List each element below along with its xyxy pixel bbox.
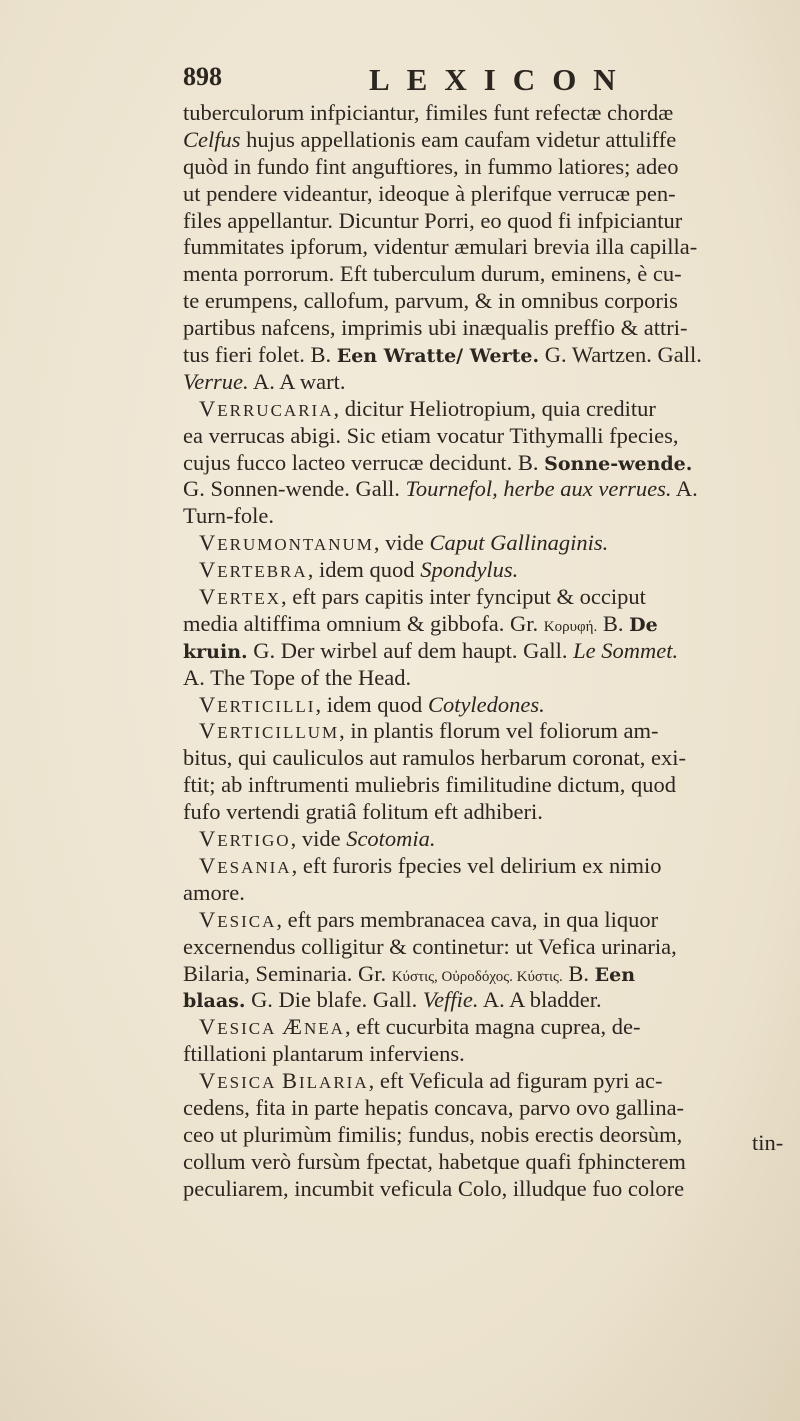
text-line — [183, 342, 795, 369]
page-number: 898 — [183, 62, 222, 91]
blackletter-text: Een — [594, 963, 636, 986]
text-run: B. — [597, 610, 630, 636]
text-run: G. Der wirbel auf dem haupt. Gall. — [247, 637, 574, 663]
text-run: bitus, qui cauliculos aut ramulos herbarum coronat, exi- — [183, 745, 686, 771]
text-run: partibus nafcens, imprimis ubi inæqualis preffio & attri- — [183, 315, 688, 341]
text-run: , eft furoris fpecies vel delirium ex nimio — [291, 852, 662, 878]
blackletter-text: Sonne-wende. — [544, 452, 693, 475]
text-line — [183, 745, 795, 772]
text-line — [183, 880, 795, 907]
text-run: tuberculorum infpiciantur, fimiles funt refectæ chordæ — [183, 100, 674, 125]
text-line — [183, 961, 795, 988]
text-run: files appellantur. Dicuntur Porri, eo quod fi infpiciantur — [183, 207, 683, 233]
text-run: A. A wart. — [248, 368, 346, 394]
italic-text: Spondylus. — [420, 557, 519, 583]
text-line — [183, 261, 795, 288]
text-line — [183, 369, 795, 396]
headword: VERTICILLI — [199, 691, 316, 717]
text-run: , vide — [373, 530, 430, 556]
text-run: cujus fucco lacteo verrucæ decidunt. B. — [183, 449, 545, 475]
text-line — [183, 772, 795, 799]
text-line — [183, 476, 795, 503]
text-run: G. Die blafe. Gall. — [245, 987, 423, 1013]
headword: VERUMONTANUM — [199, 530, 374, 556]
italic-text: Scotomia. — [346, 826, 436, 852]
text-line — [183, 1176, 795, 1203]
text-run: , dicitur Heliotropium, quia creditur — [333, 395, 656, 421]
headword: VESICA — [199, 906, 277, 932]
text-line — [183, 557, 795, 584]
text-run: excernendus colligitur & continetur: ut Vefica urinaria, — [183, 933, 677, 959]
text-run: peculiarem, incumbit veficula Colo, illudque fuo colore — [183, 1175, 685, 1201]
text-run: , idem quod — [315, 691, 428, 717]
text-line — [183, 853, 795, 880]
text-run: fufo vertendi gratiâ folitum eft adhiberi. — [183, 799, 543, 825]
headword: VERTEX — [199, 584, 281, 610]
text-run: amore. — [183, 879, 245, 905]
text-run: quòd in fundo fint anguftiores, in fummo latiores; adeo — [183, 153, 679, 179]
italic-text: Cotyledones. — [427, 691, 545, 717]
italic-text: Tournefol, herbe aux verrues. — [405, 476, 672, 502]
italic-text: Veffie. — [422, 987, 479, 1013]
text-line — [183, 799, 795, 826]
text-line — [183, 100, 795, 127]
headword: VESANIA — [199, 852, 292, 878]
text-run: Turn-fole. — [183, 503, 275, 529]
text-line — [183, 315, 795, 342]
text-run: ftit; ab inftrumenti muliebris fimilitudine dictum, quod — [183, 772, 677, 798]
greek-text: Κορυφή. — [543, 618, 598, 635]
text-line — [183, 907, 795, 934]
text-run: , eft cucurbita magna cuprea, de- — [344, 1014, 641, 1040]
text-line — [183, 127, 795, 154]
text-line — [183, 584, 795, 611]
text-run: collum verò fursùm fpectat, habetque quafi fphincterem — [183, 1148, 686, 1174]
text-run: G. Wartzen. Gall. — [539, 342, 702, 368]
text-run: media altiffima omnium & gibbofa. Gr. — [183, 610, 544, 636]
italic-text: Verrue. — [183, 368, 249, 394]
text-line — [183, 208, 795, 235]
text-line — [183, 1122, 795, 1149]
text-run: cedens, fita in parte hepatis concava, parvo ovo gallina- — [183, 1094, 685, 1120]
text-run: , idem quod — [307, 557, 421, 583]
text-line — [183, 718, 795, 745]
text-line — [183, 611, 795, 638]
headword: VESICA BILARIA — [199, 1068, 369, 1094]
italic-text: Celfus — [183, 126, 241, 152]
text-run: tus fieri folet. B. — [183, 342, 337, 368]
headword: VERRUCARIA — [199, 395, 334, 421]
headword: VERTICILLUM — [199, 718, 340, 744]
italic-text: Le Sommet. — [573, 637, 679, 663]
blackletter-text: blaas. — [183, 990, 246, 1013]
text-line — [183, 1068, 795, 1095]
text-line — [183, 987, 795, 1014]
text-run: B. — [562, 960, 595, 986]
text-line — [183, 234, 795, 261]
text-run: A. — [671, 476, 698, 502]
text-run: G. Sonnen-wende. Gall. — [183, 476, 406, 502]
text-run: ceo ut plurimùm fimilis; fundus, nobis erectis deorsùm, — [183, 1121, 683, 1147]
page-body-text — [183, 100, 795, 1203]
italic-text: Caput Gallinaginis. — [429, 530, 609, 556]
greek-text: Κύστις, Οὐροδόχος. Κύστις. — [391, 968, 563, 985]
text-run: , eft pars capitis inter fynciput & occiput — [281, 584, 646, 610]
text-line — [183, 423, 795, 450]
text-run: , in plantis florum vel foliorum am- — [339, 718, 659, 744]
text-run: , eft pars membranacea cava, in qua liquor — [276, 906, 659, 932]
text-line — [183, 450, 795, 477]
text-line — [183, 826, 795, 853]
headword: VESICA ÆNEA — [199, 1014, 345, 1040]
text-line — [183, 1041, 795, 1068]
blackletter-text: kruin. — [183, 640, 248, 663]
text-line — [183, 288, 795, 315]
text-run: fummitates ipforum, videntur æmulari brevia illa capilla- — [183, 234, 698, 260]
catchword: tin- — [752, 1130, 784, 1155]
text-line — [183, 154, 795, 181]
blackletter-text: Een Wratte/ Werte. — [336, 345, 540, 368]
text-run: Bilaria, Seminaria. Gr. — [183, 960, 392, 986]
text-run: hujus appellationis eam caufam videtur attuliffe — [240, 126, 677, 152]
text-run: menta porrorum. Eft tuberculum durum, eminens, è cu- — [183, 261, 682, 287]
text-run: ea verrucas abigi. Sic etiam vocatur Tithymalli fpecies, — [183, 422, 679, 448]
text-line — [183, 530, 795, 557]
text-run: ftillationi plantarum inferviens. — [183, 1041, 465, 1067]
text-line — [183, 1149, 795, 1176]
text-line — [183, 503, 795, 530]
text-line — [183, 934, 795, 961]
text-line — [183, 1014, 795, 1041]
text-line — [183, 665, 795, 692]
page-header — [183, 62, 743, 102]
headword: VERTIGO — [199, 826, 291, 852]
blackletter-text: De — [629, 613, 658, 636]
text-line — [183, 396, 795, 423]
text-run: ut pendere videantur, ideoque à plerifque verrucæ pen- — [183, 180, 676, 206]
text-line — [183, 638, 795, 665]
text-run: A. The Tope of the Head. — [183, 664, 412, 690]
text-line — [183, 1095, 795, 1122]
text-run: A. A bladder. — [478, 987, 602, 1013]
text-run: , eft Veficula ad figuram pyri ac- — [368, 1068, 663, 1094]
text-line — [183, 181, 795, 208]
text-run: te erumpens, callofum, parvum, & in omnibus corporis — [183, 288, 678, 314]
headword: VERTEBRA — [199, 557, 308, 583]
running-head: LEXICON — [369, 62, 633, 97]
text-line — [183, 692, 795, 719]
text-run: , vide — [290, 826, 347, 852]
